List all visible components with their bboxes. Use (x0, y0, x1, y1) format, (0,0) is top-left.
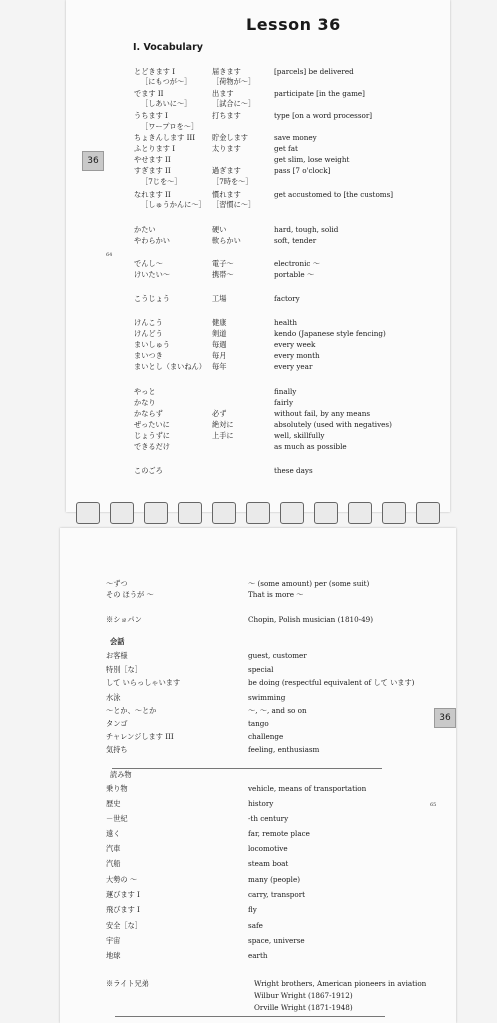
vocab-term: －世紀 (106, 814, 128, 823)
binding-ring (314, 502, 338, 524)
vocab-kanji: 貯金します (212, 133, 248, 142)
vocab-reading: ［しあいに～］ (141, 99, 192, 108)
vocab-kanji: ［習慣に～］ (212, 200, 256, 209)
vocab-meaning: every month (274, 351, 320, 360)
section-divider (112, 768, 382, 769)
vocab-reading: やっと (134, 387, 156, 396)
vocab-meaning: get fat (274, 144, 298, 153)
binding-ring (348, 502, 372, 524)
vocab-meaning: electronic ～ (274, 259, 320, 268)
vocab-reading: ふとります I (134, 144, 176, 153)
vocab-reading: ［7じを～］ (141, 177, 182, 186)
vocab-meaning: pass [7 o'clock] (274, 166, 331, 175)
vocab-kanji: ［試合に～］ (212, 99, 256, 108)
vocab-reading: まいとし（まいねん） (134, 362, 206, 371)
vocab-meaning: vehicle, means of transportation (248, 784, 367, 793)
vocab-meaning: type [on a word processor] (274, 111, 373, 120)
page-number: 64 (106, 252, 113, 258)
vocab-term: 遠く (106, 829, 121, 838)
vocab-reading: けいたい～ (134, 270, 170, 279)
vocab-reading: でんし～ (134, 259, 163, 268)
lesson-title: Lesson 36 (246, 15, 341, 34)
vocab-kanji: 硬い (212, 225, 227, 234)
vocab-meaning: every week (274, 340, 316, 349)
vocab-meaning: special (248, 665, 274, 674)
vocab-meaning: without fail, by any means (274, 409, 371, 418)
lesson-tab: 36 (82, 151, 104, 171)
vocab-meaning: kendo (Japanese style fencing) (274, 329, 386, 338)
vocab-reading: でます II (134, 89, 164, 98)
vocab-term: 水泳 (106, 693, 121, 702)
vocab-meaning: absolutely (used with negatives) (274, 420, 392, 429)
vocab-meaning: earth (248, 951, 268, 960)
vocab-term: 歴史 (106, 799, 121, 808)
vocab-term: 乗り物 (106, 784, 128, 793)
vocab-meaning: swimming (248, 693, 286, 702)
vocab-term: 汽車 (106, 844, 121, 853)
vocab-meaning: these days (274, 466, 313, 475)
vocab-reading: まいしゅう (134, 340, 170, 349)
vocab-meaning: history (248, 799, 274, 808)
vocab-kanji: 過ぎます (212, 166, 241, 175)
vocab-meaning: many (people) (248, 875, 301, 884)
vocab-meaning: fly (248, 905, 257, 914)
vocab-meaning: health (274, 318, 297, 327)
vocab-meaning: fairly (274, 398, 294, 407)
vocab-term: ～ずつ (106, 579, 128, 588)
vocab-term: 読み物 (110, 770, 132, 779)
vocab-meaning: factory (274, 294, 300, 303)
page-number: 65 (430, 802, 437, 808)
vocab-meaning: get accustomed to [the customs] (274, 190, 394, 199)
vocab-term: 会話 (110, 637, 125, 646)
vocab-reading: すぎます II (134, 166, 171, 175)
vocab-meaning: get slim, lose weight (274, 155, 350, 164)
binding-ring (382, 502, 406, 524)
vocab-kanji: 剣道 (212, 329, 227, 338)
vocab-kanji: 毎月 (212, 351, 227, 360)
vocab-kanji: ［荷物が～］ (212, 77, 256, 86)
vocab-kanji: 電子～ (212, 259, 234, 268)
vocab-term: チャレンジします III (106, 732, 174, 741)
vocab-meaning: carry, transport (248, 890, 306, 899)
vocab-meaning: ～ (some amount) per (some suit) (248, 579, 370, 588)
vocab-meaning: Wright brothers, American pioneers in aviation (254, 979, 427, 988)
binding-ring (110, 502, 134, 524)
vocab-reading: やわらかい (134, 236, 170, 245)
vocab-term: 宇宙 (106, 936, 121, 945)
vocab-meaning: well, skillfully (274, 431, 325, 440)
binding-ring (178, 502, 202, 524)
vocab-meaning: Orville Wright (1871-1948) (254, 1003, 353, 1012)
vocab-meaning: participate [in the game] (274, 89, 365, 98)
vocab-meaning: soft, tender (274, 236, 317, 245)
vocab-meaning: space, universe (248, 936, 305, 945)
vocab-term: その ほうが ～ (106, 590, 154, 599)
section-title: I. Vocabulary (133, 42, 203, 53)
vocab-reading: うちます I (134, 111, 168, 120)
vocab-term: タンゴ (106, 719, 128, 728)
vocab-term: 安全［な］ (106, 921, 142, 930)
vocab-meaning: portable ～ (274, 270, 315, 279)
vocab-term: 飛びます I (106, 905, 140, 914)
vocab-kanji: 届きます (212, 67, 241, 76)
binding-ring (212, 502, 236, 524)
vocab-term: ～とか、～とか (106, 706, 157, 715)
vocab-reading: かたい (134, 225, 156, 234)
vocab-term: ※ショパン (106, 615, 142, 624)
vocab-reading: まいつき (134, 351, 163, 360)
vocab-meaning: save money (274, 133, 317, 142)
vocab-term: 地球 (106, 951, 121, 960)
vocab-reading: ぜったいに (134, 420, 170, 429)
vocab-kanji: 携帯～ (212, 270, 234, 279)
vocab-reading: かなり (134, 398, 156, 407)
vocab-term: 大勢の ～ (106, 875, 138, 884)
binding-ring (246, 502, 270, 524)
vocab-meaning: steam boat (248, 859, 289, 868)
vocab-meaning: far, remote place (248, 829, 310, 838)
vocab-meaning: -th century (248, 814, 289, 823)
vocab-term: して いらっしゃいます (106, 678, 181, 687)
vocab-meaning: feeling, enthusiasm (248, 745, 320, 754)
spiral-binding (66, 498, 450, 528)
vocab-meaning: hard, tough, solid (274, 225, 339, 234)
vocab-kanji: 毎年 (212, 362, 227, 371)
vocab-kanji: 慣れます (212, 190, 241, 199)
vocab-term: ※ライト兄弟 (106, 979, 149, 988)
binding-ring (144, 502, 168, 524)
vocab-reading: できるだけ (134, 442, 170, 451)
vocab-meaning: That is more ～ (248, 590, 304, 599)
vocab-meaning: locomotive (248, 844, 288, 853)
vocab-term: 汽船 (106, 859, 121, 868)
vocab-kanji: 工場 (212, 294, 227, 303)
vocab-reading: やせます II (134, 155, 171, 164)
vocab-reading: とどきます I (134, 67, 176, 76)
vocab-term: 特別［な］ (106, 665, 142, 674)
vocab-kanji: 必ず (212, 409, 227, 418)
vocab-kanji: 軟らかい (212, 236, 241, 245)
vocab-kanji: 上手に (212, 431, 234, 440)
vocab-meaning: every year (274, 362, 313, 371)
vocab-reading: ちょきんします III (134, 133, 196, 142)
binding-ring (416, 502, 440, 524)
vocab-reading: かならず (134, 409, 163, 418)
vocab-kanji: 毎週 (212, 340, 227, 349)
vocab-reading: こうじょう (134, 294, 170, 303)
vocab-reading: ［にもつが～］ (141, 77, 192, 86)
lesson-tab: 36 (434, 708, 456, 728)
vocab-kanji: 健康 (212, 318, 227, 327)
vocab-meaning: safe (248, 921, 263, 930)
section-divider (115, 1016, 385, 1017)
bottom-page (60, 528, 456, 1023)
vocab-meaning: Wilbur Wright (1867-1912) (254, 991, 353, 1000)
vocab-kanji: 絶対に (212, 420, 234, 429)
vocab-meaning: guest, customer (248, 651, 307, 660)
binding-ring (76, 502, 100, 524)
vocab-term: お客様 (106, 651, 128, 660)
vocab-reading: ［ワープロを～］ (141, 122, 199, 131)
vocab-meaning: challenge (248, 732, 284, 741)
vocab-kanji: ［7時を～］ (212, 177, 253, 186)
binding-ring (280, 502, 304, 524)
vocab-meaning: [parcels] be delivered (274, 67, 354, 76)
vocab-kanji: 太ります (212, 144, 241, 153)
vocab-meaning: as much as possible (274, 442, 347, 451)
vocab-reading: けんどう (134, 329, 163, 338)
vocab-reading: ［しゅうかんに～］ (141, 200, 206, 209)
vocab-meaning: tango (248, 719, 269, 728)
vocab-kanji: 出ます (212, 89, 234, 98)
vocab-reading: このごろ (134, 466, 163, 475)
vocab-reading: なれます II (134, 190, 171, 199)
vocab-reading: けんこう (134, 318, 163, 327)
vocab-reading: じょうずに (134, 431, 170, 440)
vocab-kanji: 打ちます (212, 111, 241, 120)
vocab-meaning: finally (274, 387, 297, 396)
vocab-term: 運びます I (106, 890, 140, 899)
vocab-meaning: ～, ～, and so on (248, 706, 307, 715)
top-page (66, 0, 450, 512)
vocab-term: 気持ち (106, 745, 128, 754)
vocab-meaning: be doing (respectful equivalent of して います) (248, 678, 415, 687)
vocab-meaning: Chopin, Polish musician (1810-49) (248, 615, 374, 624)
